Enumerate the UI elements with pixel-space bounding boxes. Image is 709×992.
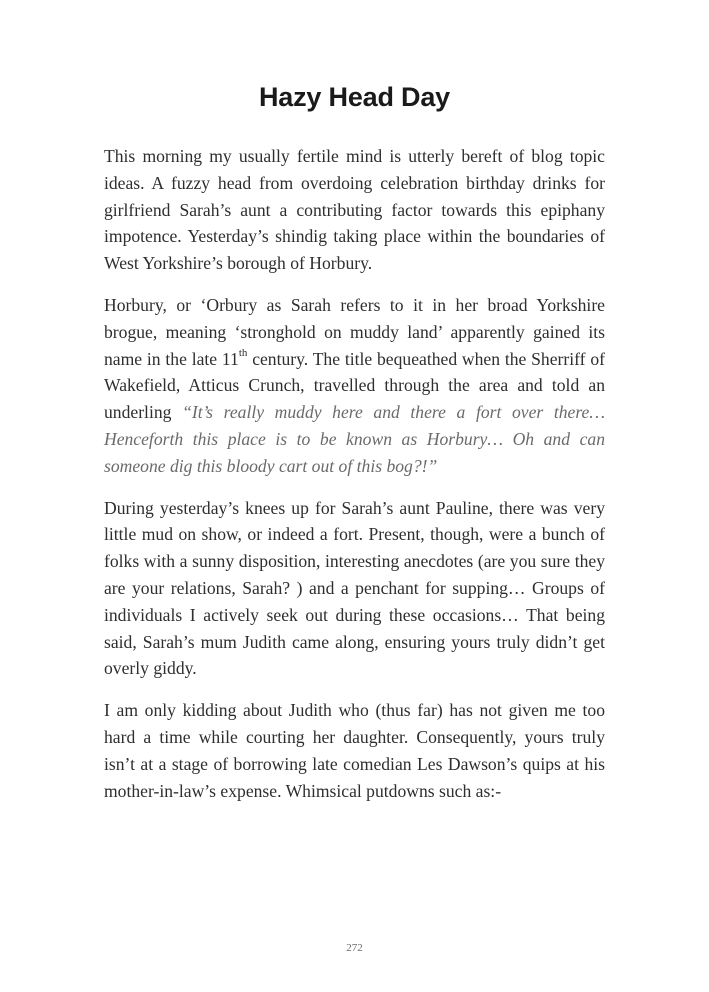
paragraph-3: During yesterday’s knees up for Sarah’s aunt Pauline, there was very little mud on show, or indeed a fort. Present, though, were a bunch of folks with a sunny disposition, interesting anecdotes (are you sure they are your relations, Sarah? ) and a penchant for supping… Groups of individuals I actively seek out during these occasions… That being said, Sarah’s mum Judith came along, ensuring yours truly didn’t get overly giddy. (104, 497, 605, 679)
article-body (104, 143, 605, 819)
ordinal-superscript: th (238, 346, 248, 359)
paragraph-4: I am only kidding about Judith who (thus far) has not given me too hard a time while courting her daughter. Consequently, yours truly isn’t at a stage of borrowing late comedian Les Dawson’s quips at his mother-in-law’s expense. Whimsical putdowns such as:- (104, 700, 605, 801)
page-number: 272 (346, 942, 363, 954)
paragraph-2-quote: “It’s really muddy here and there a fort over there… Henceforth this place is to be known as Horbury… Oh and can someone dig this bloody cart out of this bog?!” (104, 402, 606, 476)
paragraph-2-middle: century. The title bequeathed when the Sherriff of Wakefield, Atticus Crunch, travelled through the area and told an underling (104, 348, 605, 423)
paragraph-1: This morning my usually fertile mind is utterly bereft of blog topic ideas. A fuzzy head from overdoing celebration birthday drinks for girlfriend Sarah’s aunt a contributing factor towards this epiphany impotence. Yesterday’s shindig taking place within the boundaries of West Yorkshire’s borough of Horbury. (104, 146, 605, 274)
paragraph-2-start: Horbury, or ‘Orbury as Sarah refers to it in her broad Yorkshire brogue, meaning ‘stronghold on muddy land’ apparently gained its name in the late 11 (104, 294, 605, 369)
paragraph-2 (104, 292, 605, 480)
page-title: Hazy Head Day (259, 82, 450, 112)
